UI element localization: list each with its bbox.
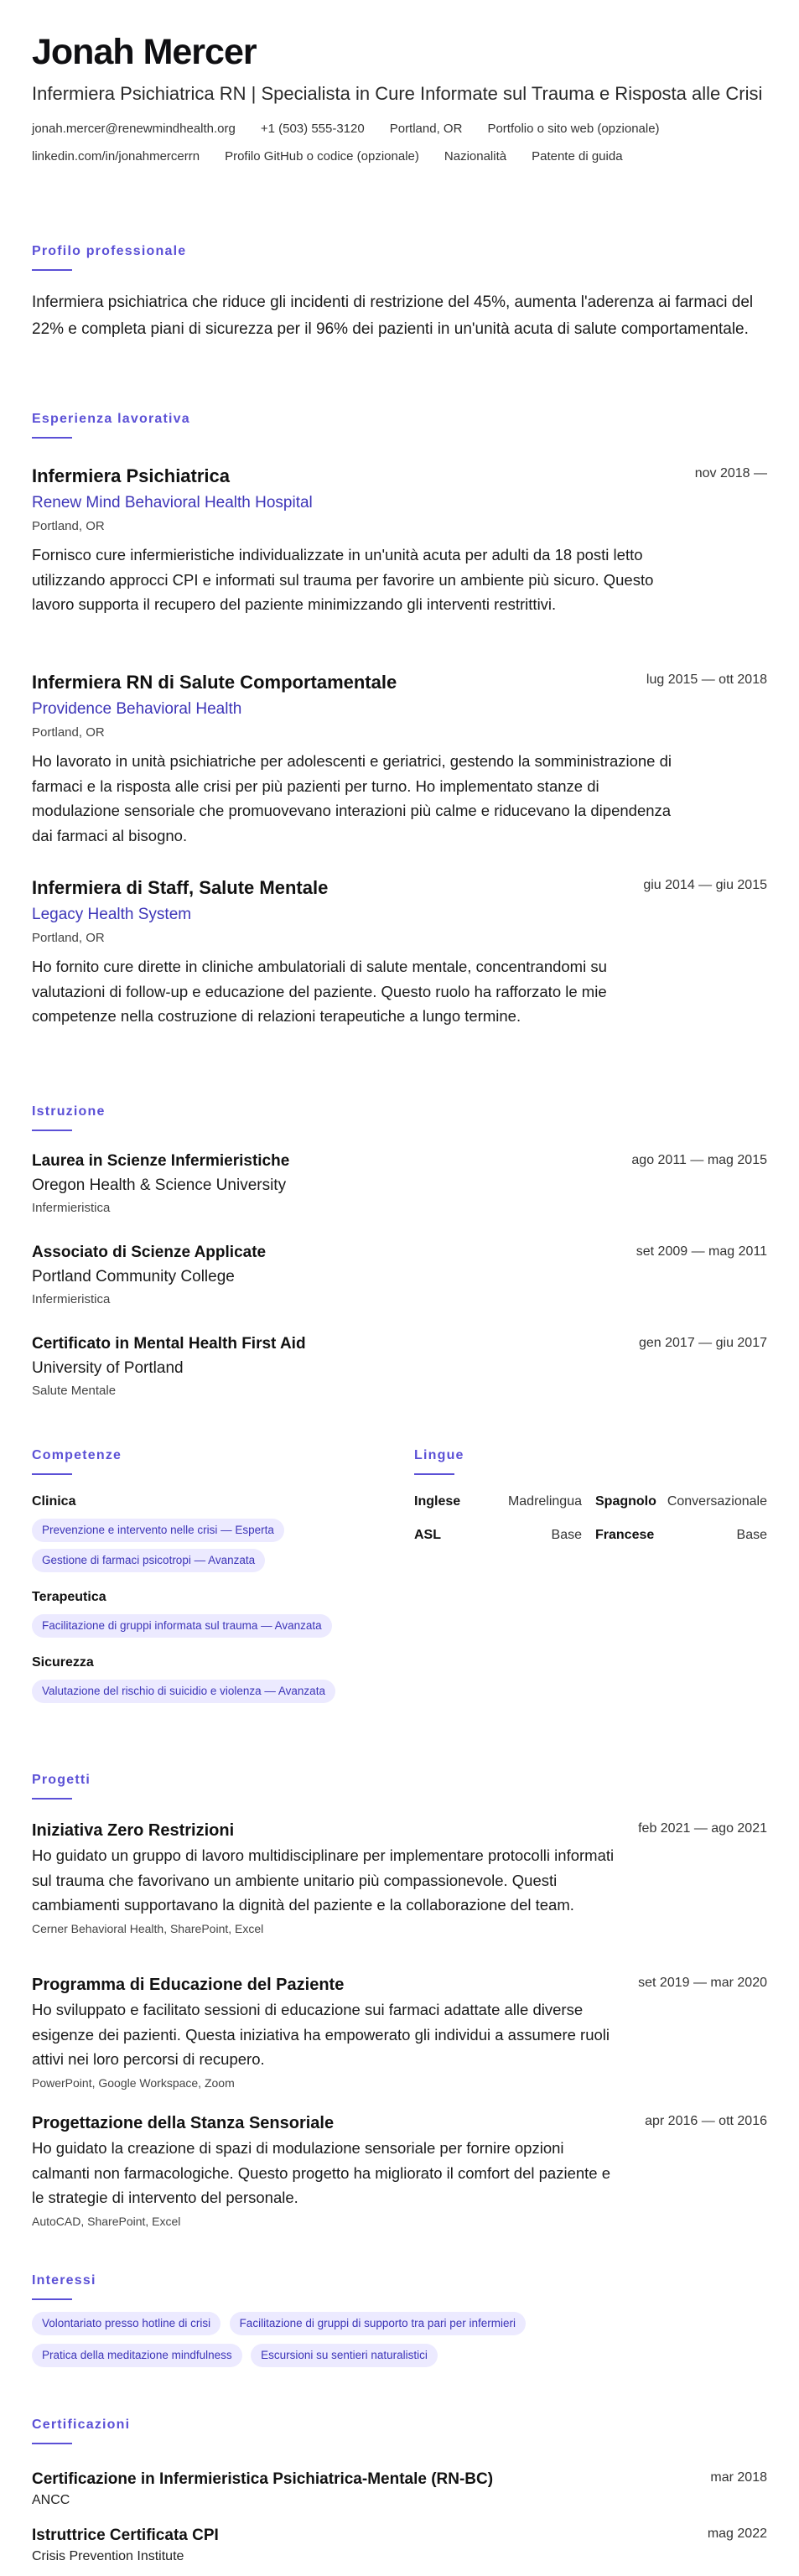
job-location: Portland, OR <box>32 931 105 945</box>
degree-title: Laurea in Scienze Infermieristiche <box>32 1152 290 1170</box>
language-level: Base <box>736 1528 767 1542</box>
company-name: Providence Behavioral Health <box>32 700 242 718</box>
skill-chip: Facilitazione di gruppi informata sul trauma — Avanzata <box>32 1614 332 1638</box>
certification-issuer: ANCC <box>32 2493 70 2507</box>
section-title: Progetti <box>32 1773 91 1787</box>
driving-license: Patente di guida <box>532 149 623 164</box>
job-dates: lug 2015 — ott 2018 <box>646 673 767 687</box>
section-divider <box>32 1473 72 1475</box>
education-item <box>32 1334 767 1400</box>
language-row <box>414 1527 767 1544</box>
experience-item <box>32 671 767 848</box>
interest-chip: Pratica della meditazione mindfulness <box>32 2344 242 2367</box>
job-location: Portland, OR <box>32 519 105 533</box>
project-item <box>32 1974 767 2090</box>
skill-chip: Gestione di farmaci psicotropi — Avanzata <box>32 1549 265 1572</box>
job-location: Portland, OR <box>32 725 105 740</box>
headline: Infermiera Psichiatrica RN | Specialista in Cure Informate sul Trauma e Risposta alle Crisi <box>32 83 763 104</box>
summary-text: Infermiera psichiatrica che riduce gli incidenti di restrizione del 45%, aumenta l'aderenza ai farmaci del 22% e completa piani di sicurezza per il 96% dei pazienti in un'unità acuta di salute comportamentale. <box>32 293 754 338</box>
certification-item <box>32 2525 767 2565</box>
project-tools: Cerner Behavioral Health, SharePoint, Excel <box>32 1921 264 1935</box>
language-name: Francese <box>595 1528 655 1542</box>
skill-chip: Prevenzione e intervento nelle crisi — Esperta <box>32 1519 284 1542</box>
school-name: University of Portland <box>32 1359 184 1377</box>
project-item <box>32 2112 767 2229</box>
interest-chip-list <box>32 2312 767 2335</box>
field-of-study: Salute Mentale <box>32 1384 117 1398</box>
section-title: Istruzione <box>32 1104 106 1119</box>
language-name: Spagnolo <box>595 1494 656 1509</box>
phone-link[interactable]: +1 (503) 555-3120 <box>260 122 365 136</box>
section-title: Profilo professionale <box>32 244 187 258</box>
field-of-study: Infermieristica <box>32 1292 111 1306</box>
project-tools: AutoCAD, SharePoint, Excel <box>32 2214 181 2228</box>
certification-name: Istruttrice Certificata CPI <box>32 2527 219 2544</box>
language-row <box>414 1493 767 1510</box>
language-level: Conversazionale <box>667 1494 767 1509</box>
portfolio-link[interactable]: Portfolio o sito web (opzionale) <box>487 122 660 136</box>
email-link[interactable]: jonah.mercer@renewmindhealth.org <box>32 122 236 136</box>
nationality: Nazionalità <box>444 149 507 164</box>
skill-chip-list <box>32 1614 401 1638</box>
section-divider <box>32 2298 72 2300</box>
company-name: Renew Mind Behavioral Health Hospital <box>32 494 313 512</box>
job-title: Infermiera Psichiatrica <box>32 465 231 486</box>
skill-chip-list <box>32 1549 401 1572</box>
language-name: Inglese <box>414 1494 461 1509</box>
interest-chip: Escursioni su sentieri naturalistici <box>251 2344 438 2367</box>
language-level: Madrelingua <box>507 1494 582 1509</box>
project-dates: feb 2021 — ago 2021 <box>638 1821 767 1836</box>
school-name: Portland Community College <box>32 1268 235 1285</box>
project-dates: set 2019 — mar 2020 <box>638 1976 767 1990</box>
interest-chip: Volontariato presso hotline di crisi <box>32 2312 221 2335</box>
projects-section <box>32 1772 767 1800</box>
project-description: Ho sviluppato e facilitato sessioni di educazione sui farmaci adattate alle diverse esigenze dei pazienti. Questa iniziativa ha empowerato gli individui a assumere ruoli attivi nei loro percorsi di recupero. <box>32 2001 610 2068</box>
interests-section <box>32 2272 767 2367</box>
skill-chip-list <box>32 1519 401 1542</box>
education-section <box>32 1104 767 1131</box>
section-title: Esperienza lavorativa <box>32 412 190 426</box>
github-link[interactable]: Profilo GitHub o codice (opzionale) <box>225 149 419 164</box>
header <box>32 30 767 165</box>
project-title: Iniziativa Zero Restrizioni <box>32 1821 235 1840</box>
education-dates: gen 2017 — giu 2017 <box>638 1336 767 1350</box>
project-description: Ho guidato la creazione di spazi di modulazione sensoriale per fornire opzioni calmanti non farmacologiche. Questo progetto ha migliorato il comfort del paziente e le strategie di intervento del personale. <box>32 2139 611 2206</box>
languages-section <box>414 1447 767 1544</box>
section-divider <box>32 269 72 271</box>
skill-category: Sicurezza <box>32 1655 94 1670</box>
section-title: Certificazioni <box>32 2418 131 2432</box>
certification-date: mag 2022 <box>707 2527 767 2541</box>
contact-row-1 <box>32 121 767 138</box>
company-name: Legacy Health System <box>32 906 192 923</box>
section-title: Competenze <box>32 1448 122 1462</box>
skills-section <box>32 1447 401 1703</box>
job-dates: giu 2014 — giu 2015 <box>643 878 767 892</box>
certifications-section <box>32 2417 767 2444</box>
language-level: Base <box>551 1528 582 1542</box>
project-item <box>32 1820 767 1936</box>
certification-issuer: Crisis Prevention Institute <box>32 2549 184 2563</box>
section-divider <box>32 1798 72 1800</box>
section-divider <box>414 1473 454 1475</box>
experience-item <box>32 465 767 617</box>
certification-name: Certificazione in Infermieristica Psichiatrica-Mentale (RN-BC) <box>32 2470 494 2488</box>
project-title: Progettazione della Stanza Sensoriale <box>32 2114 335 2132</box>
degree-title: Certificato in Mental Health First Aid <box>32 1335 306 1353</box>
certification-date: mar 2018 <box>710 2470 767 2485</box>
interest-chip-list <box>32 2344 767 2367</box>
section-divider <box>32 2443 72 2444</box>
degree-title: Associato di Scienze Applicate <box>32 1244 267 1261</box>
education-dates: set 2009 — mag 2011 <box>636 1244 767 1259</box>
education-item <box>32 1243 767 1308</box>
skills-languages-row <box>32 1447 767 1732</box>
experience-section <box>32 411 767 439</box>
school-name: Oregon Health & Science University <box>32 1176 287 1194</box>
section-title: Lingue <box>414 1448 464 1462</box>
section-divider <box>32 1130 72 1131</box>
skill-chip-list <box>32 1680 401 1703</box>
project-dates: apr 2016 — ott 2016 <box>645 2114 767 2128</box>
education-dates: ago 2011 — mag 2015 <box>631 1153 767 1167</box>
field-of-study: Infermieristica <box>32 1201 111 1215</box>
interest-chip: Facilitazione di gruppi di supporto tra pari per infermieri <box>230 2312 526 2335</box>
location: Portland, OR <box>389 122 463 136</box>
linkedin-link[interactable]: linkedin.com/in/jonahmercerrn <box>32 149 200 164</box>
skill-category: Terapeutica <box>32 1590 106 1604</box>
section-divider <box>32 437 72 439</box>
contact-row-2 <box>32 148 767 165</box>
skill-chip: Valutazione del rischio di suicidio e violenza — Avanzata <box>32 1680 335 1703</box>
job-description: Ho lavorato in unità psichiatriche per adolescenti e geriatrici, gestendo la somministrazione di farmaci e la risposta alle crisi per più pazienti per turno. Ho implementato stanze di modulazione sensoriale che promuovevano interazioni più calme e riducevano la dipendenza dai farmaci al bisogno. <box>32 752 672 844</box>
skill-category: Clinica <box>32 1494 76 1509</box>
education-item <box>32 1151 767 1217</box>
project-tools: PowerPoint, Google Workspace, Zoom <box>32 2075 235 2090</box>
job-description: Ho fornito cure dirette in cliniche ambulatoriali di salute mentale, concentrandomi su valutazioni di follow-up e educazione del paziente. Questo ruolo ha rafforzato le mie competenze nella costruzione di relazioni terapeutiche a lungo termine. <box>32 958 607 1025</box>
certification-item <box>32 2469 767 2509</box>
experience-item <box>32 876 767 1029</box>
job-title: Infermiera RN di Salute Comportamentale <box>32 672 397 693</box>
project-title: Programma di Educazione del Paziente <box>32 1976 345 1994</box>
candidate-name: Jonah Mercer <box>32 32 257 72</box>
summary-section <box>32 243 767 343</box>
section-title: Interessi <box>32 2273 96 2288</box>
language-name: ASL <box>414 1528 441 1542</box>
job-dates: nov 2018 — <box>694 466 767 480</box>
project-description: Ho guidato un gruppo di lavoro multidisciplinare per implementare protocolli informati sul trauma che favorivano un ambiente unitario più compassionevole. Questi cambiamenti supportavano la dignità del paziente e la collaborazione del team. <box>32 1846 615 1914</box>
job-description: Fornisco cure infermieristiche individualizzate in un'unità acuta per adulti da 18 posti letto utilizzando approcci CPI e informati sul trauma per favorire un ambiente più sicuro. Questo lavoro supporta il recupero del paziente minimizzando gli interventi restrittivi. <box>32 546 654 613</box>
job-title: Infermiera di Staff, Salute Mentale <box>32 877 329 898</box>
